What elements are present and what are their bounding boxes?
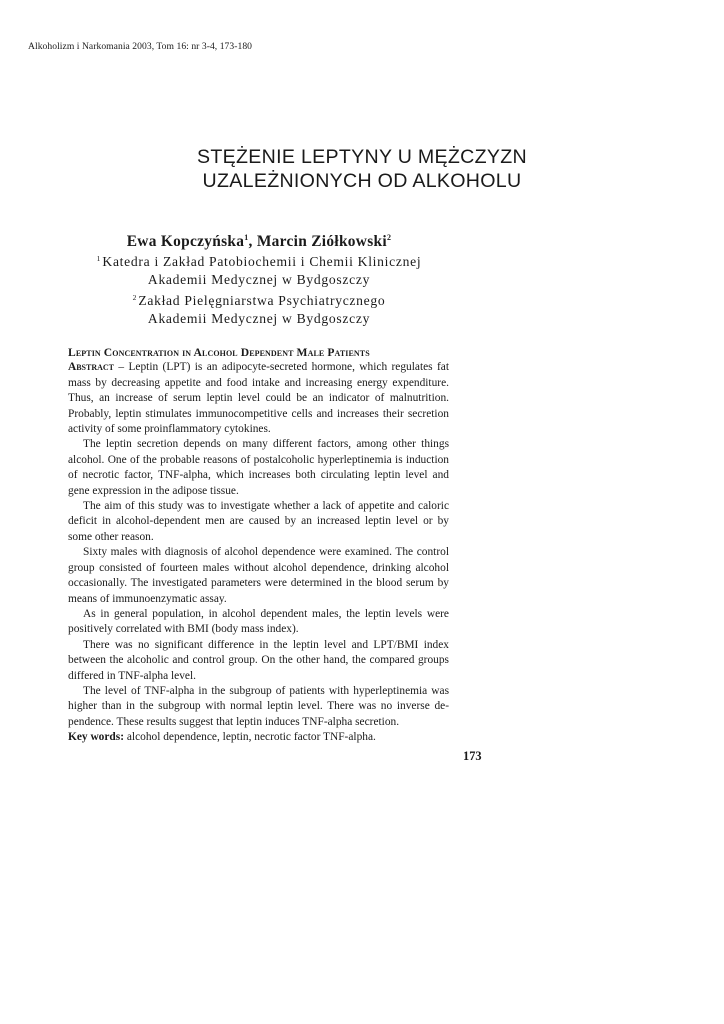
page-number: 173 <box>463 749 482 763</box>
author-1-name: Ewa Kopczyńska <box>126 233 245 250</box>
abstract-dash: – <box>114 361 129 374</box>
author-2-affiliation-mark: 2 <box>386 233 392 242</box>
title-line-2: UZALEŻNIONYCH OD ALKOHOLU <box>202 170 522 192</box>
affiliation-2-line-2: Akademii Medycznej w Bydgoszczy <box>147 311 371 326</box>
keywords <box>68 730 449 745</box>
author-1-affiliation-mark: 1 <box>244 233 249 242</box>
abstract-paragraph-text: Leptin (LPT) is an adipocyte-secreted hormone, which regulates fat mass by decreasing appetite and food intake and increasing energy expenditure. Thus, an increase of serum leptin level could be an indicator of malnutrition. Probably, leptin stimulates immunocompetitive cells and increases their secretion activity of some proinflammatory cytokines. <box>68 361 449 436</box>
affiliation-2-text: Zakład Pielęgniarstwa Psychiatrycznego <box>138 293 386 308</box>
affiliation-1-line-1 <box>0 250 518 271</box>
english-title: Leptin Concentration in Alcohol Dependent Male Patients <box>68 346 370 359</box>
affiliation-1-mark: 1 <box>96 254 101 263</box>
keywords-text: alcohol dependence, leptin, necrotic factor TNF-alpha. <box>124 731 376 744</box>
running-head: Alkoholizm i Narkomania 2003, Tom 16: nr 3-4, 173-180 <box>28 41 253 52</box>
article-title <box>0 145 724 193</box>
affiliation-2-line-1 <box>0 289 518 310</box>
abstract-paragraph: The level of TNF-alpha in the subgroup of patients with hyperleptinemia was higher than in the subgroup with normal leptin level. There was no inverse dependence. These results suggest that leptin induces TNF-alpha secretion. <box>68 684 449 728</box>
affiliation-1-text: Katedra i Zakład Patobiochemii i Chemii Klinicznej <box>102 254 422 269</box>
affiliations <box>0 250 518 328</box>
author-2-name: Marcin Ziółkowski <box>256 233 387 250</box>
keywords-label: Key words: <box>68 731 124 744</box>
affiliation-1-line-2: Akademii Medycznej w Bydgoszczy <box>147 272 371 287</box>
abstract-paragraph <box>68 360 449 437</box>
abstract-paragraph: Sixty males with diagnosis of alcohol dependence were examined. The control group consisted of fourteen males without alcohol dependence, drinking alcohol occasionally. The investigated parameters were determined in the blood serum by means of immunoenzymatic assay. <box>68 546 449 605</box>
abstract-label: Abstract <box>68 361 115 374</box>
abstract-paragraph: There was no significant difference in the leptin level and LPT/BMI index between the alcoholic and control group. On the other hand, the compared groups differed in TNF-alpha level. <box>68 638 449 682</box>
abstract-paragraph: The aim of this study was to investigate whether a lack of appetite and caloric deficit in alcohol-dependent men are caused by an increased leptin level or by some other reason. <box>68 500 449 543</box>
abstract-paragraph: As in general population, in alcohol dependent males, the leptin levels were positively correlated with BMI (body mass index). <box>68 607 449 636</box>
title-line-1: STĘŻENIE LEPTYNY U MĘŻCZYZN <box>197 146 527 168</box>
abstract <box>68 345 449 746</box>
author-list <box>0 233 518 251</box>
author-separator: , <box>248 233 257 250</box>
affiliation-2-mark: 2 <box>132 293 137 302</box>
abstract-paragraph: The leptin secretion depends on many different factors, among other things alcohol. One of the probable reasons of postalcoholic hyperleptinemia is induction of necrotic factor, TNF-alpha, which increases both circulating leptin level and gene expression in the adipose tissue. <box>68 438 449 497</box>
